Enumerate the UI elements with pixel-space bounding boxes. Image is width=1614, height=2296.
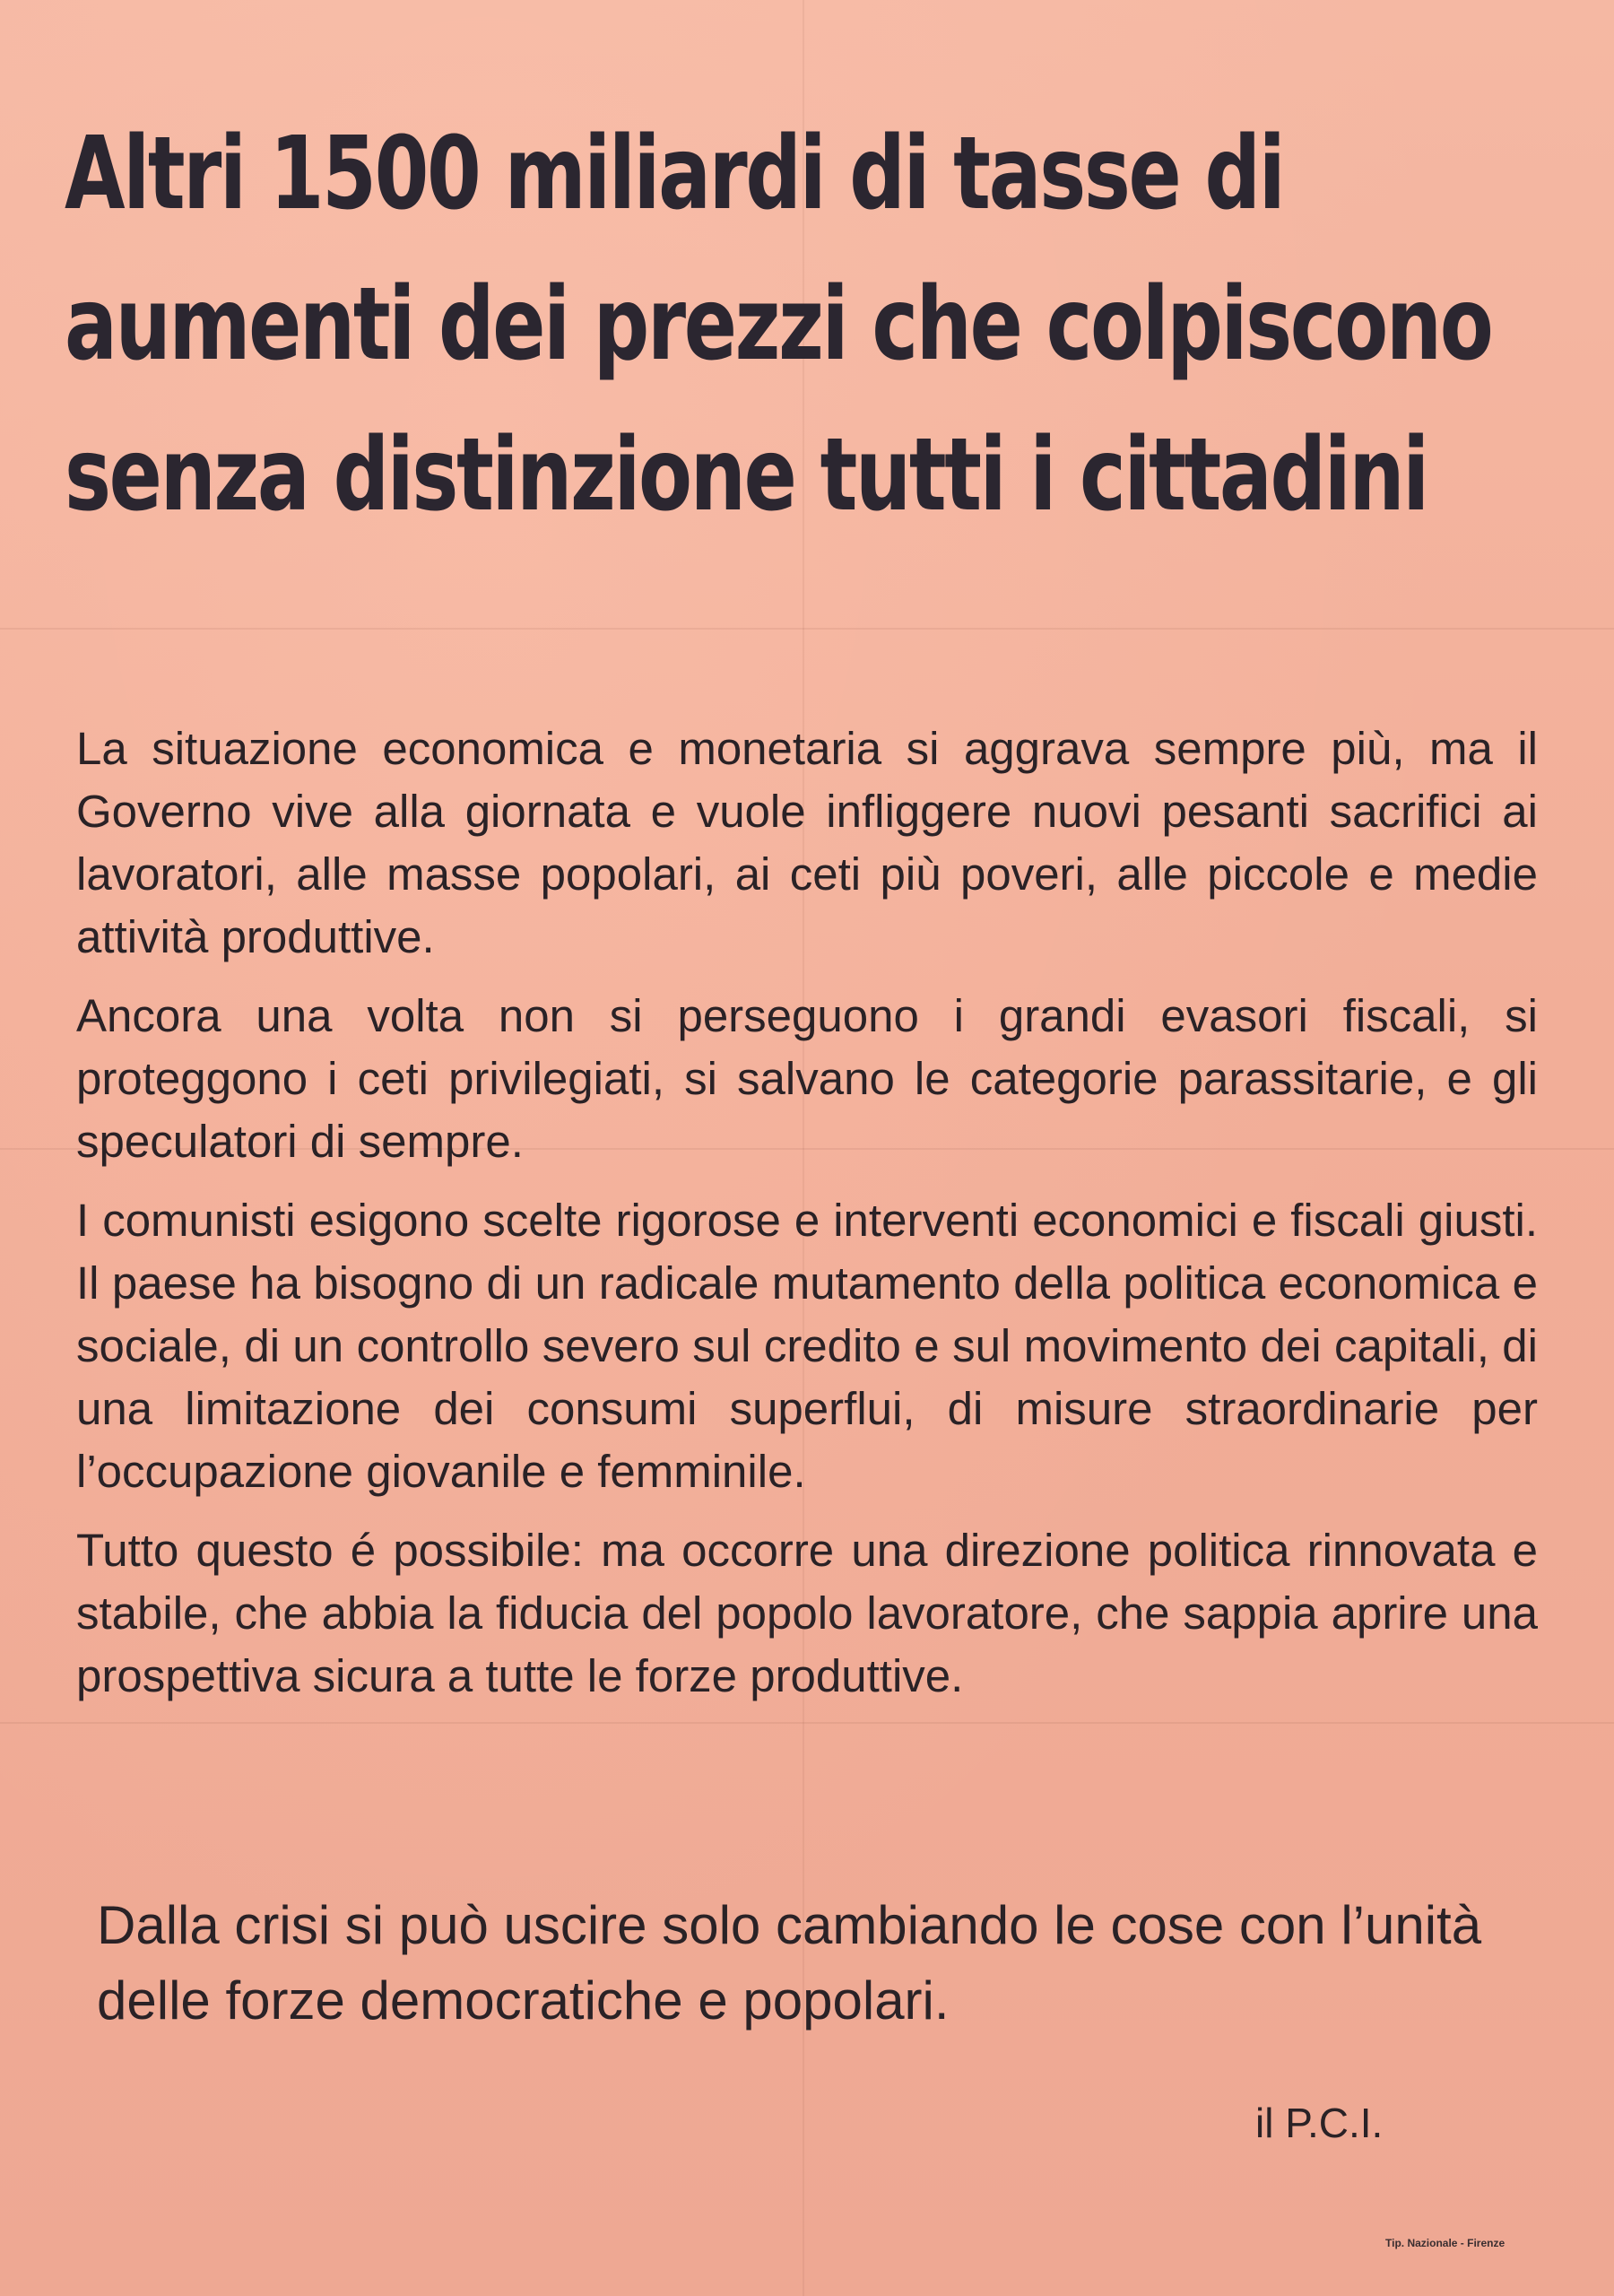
fold-line (0, 628, 1614, 630)
paragraph-political-direction: Tutto questo é possibile: ma occorre una direzione politica rinnovata e stabile, che abbia la fiducia del popolo lavoratore, che sappia aprire una prospettiva sicura a tutte le forze produttive. (76, 1525, 1538, 1701)
headline (65, 99, 1492, 551)
signature: il P.C.I. (1255, 2100, 1384, 2146)
headline-line-3: senza distinzione tutti i cittadini (65, 417, 1427, 534)
paragraph-economic-situation: La situazione economica e monetaria si aggrava sempre più, ma il Governo vive alla giornata e vuole infliggere nuovi pesanti sacrifici ai lavoratori, alle masse popolari, ai ceti più poveri, alle piccole e medie attività produttive. (76, 723, 1538, 962)
closing-statement: Dalla crisi si può uscire solo cambiando le cose con l’unità delle forze democratiche e popolari. (97, 1895, 1482, 2031)
body-text (76, 718, 1538, 1724)
paragraph-communist-demands: I comunisti esigono scelte rigorose e interventi economici e fiscali giusti. Il paese ha bisogno di un radicale mutamento della politica economica e sociale, di un controllo severo sul credito e sul movimento dei capitali, di una limitazione dei consumi superflui, di misure straordinarie per l’occupazione giovanile e femminile. (76, 1195, 1538, 1497)
paragraph-tax-evaders: Ancora una volta non si perseguono i grandi evasori fiscali, si proteggono i ceti privilegiati, si salvano le categorie parassitarie, e gli speculatori di sempre. (76, 990, 1538, 1167)
headline-line-2: aumenti dei prezzi che colpiscono (65, 266, 1492, 383)
printer-credit: Tip. Nazionale - Firenze (1385, 2237, 1506, 2249)
headline-line-1: Altri 1500 miliardi di tasse di (65, 116, 1284, 232)
